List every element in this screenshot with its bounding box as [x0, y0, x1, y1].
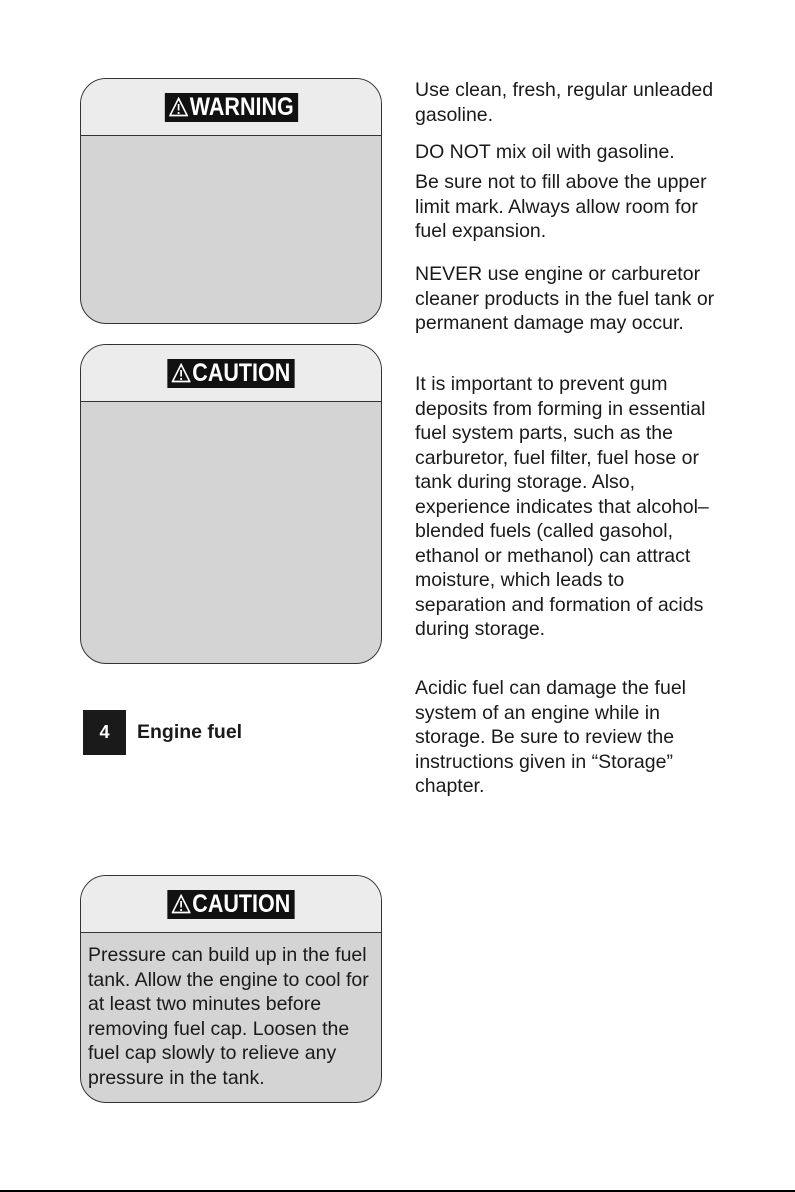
warning-box [80, 78, 382, 324]
warning-triangle-icon [169, 97, 188, 117]
paragraph-fill-limit: Be sure not to fill above the upper limit mark. Always allow room for fuel expansion. [415, 171, 707, 242]
paragraph-gum-deposits: It is important to prevent gum deposits from forming in essential fuel system parts, such as the carburetor, fuel filter, fuel hose or tank during storage. Also, experience indicates that alcohol–blended fuels (called gasohol, ethanol or methanol) can attract moisture, which leads to separation and formation of acids during storage. [415, 373, 709, 640]
paragraph-acidic-fuel: Acidic fuel can damage the fuel system of an engine while in storage. Be sure to review the instructions given in “Storage” chapter. [415, 677, 687, 797]
caution-box-2-header [81, 876, 381, 933]
caution-box-1-header [81, 345, 381, 402]
paragraph-no-oil-mix: DO NOT mix oil with gasoline. [415, 141, 675, 163]
warning-label-text: WARNING [189, 92, 294, 121]
caution-box-1-body [81, 402, 381, 412]
paragraph-no-cleaner: NEVER use engine or carburetor cleaner products in the fuel tank or permanent damage may occur. [415, 263, 715, 334]
warning-triangle-icon [172, 894, 191, 914]
caution-label-2 [167, 890, 294, 919]
caution-label-2-text: CAUTION [192, 889, 291, 918]
warning-label [164, 93, 297, 122]
warning-box-body [81, 136, 381, 146]
caution-box-2-text: Pressure can build up in the fuel tank. Allow the engine to cool for at least two minutes before removing fuel cap. Loosen the fuel cap slowly to relieve any pressure in the tank. [88, 944, 369, 1089]
caution-label-1 [167, 359, 294, 388]
paragraph-clean-fuel: Use clean, fresh, regular unleaded gasoline. [415, 79, 714, 126]
caution-box-2 [80, 875, 382, 1103]
section-title: Engine fuel [137, 721, 243, 743]
warning-box-header [81, 79, 381, 136]
warning-triangle-icon [172, 363, 191, 383]
section-heading [83, 710, 242, 755]
caution-label-1-text: CAUTION [192, 358, 291, 387]
section-number: 4 [83, 710, 126, 755]
caution-box-1 [80, 344, 382, 664]
